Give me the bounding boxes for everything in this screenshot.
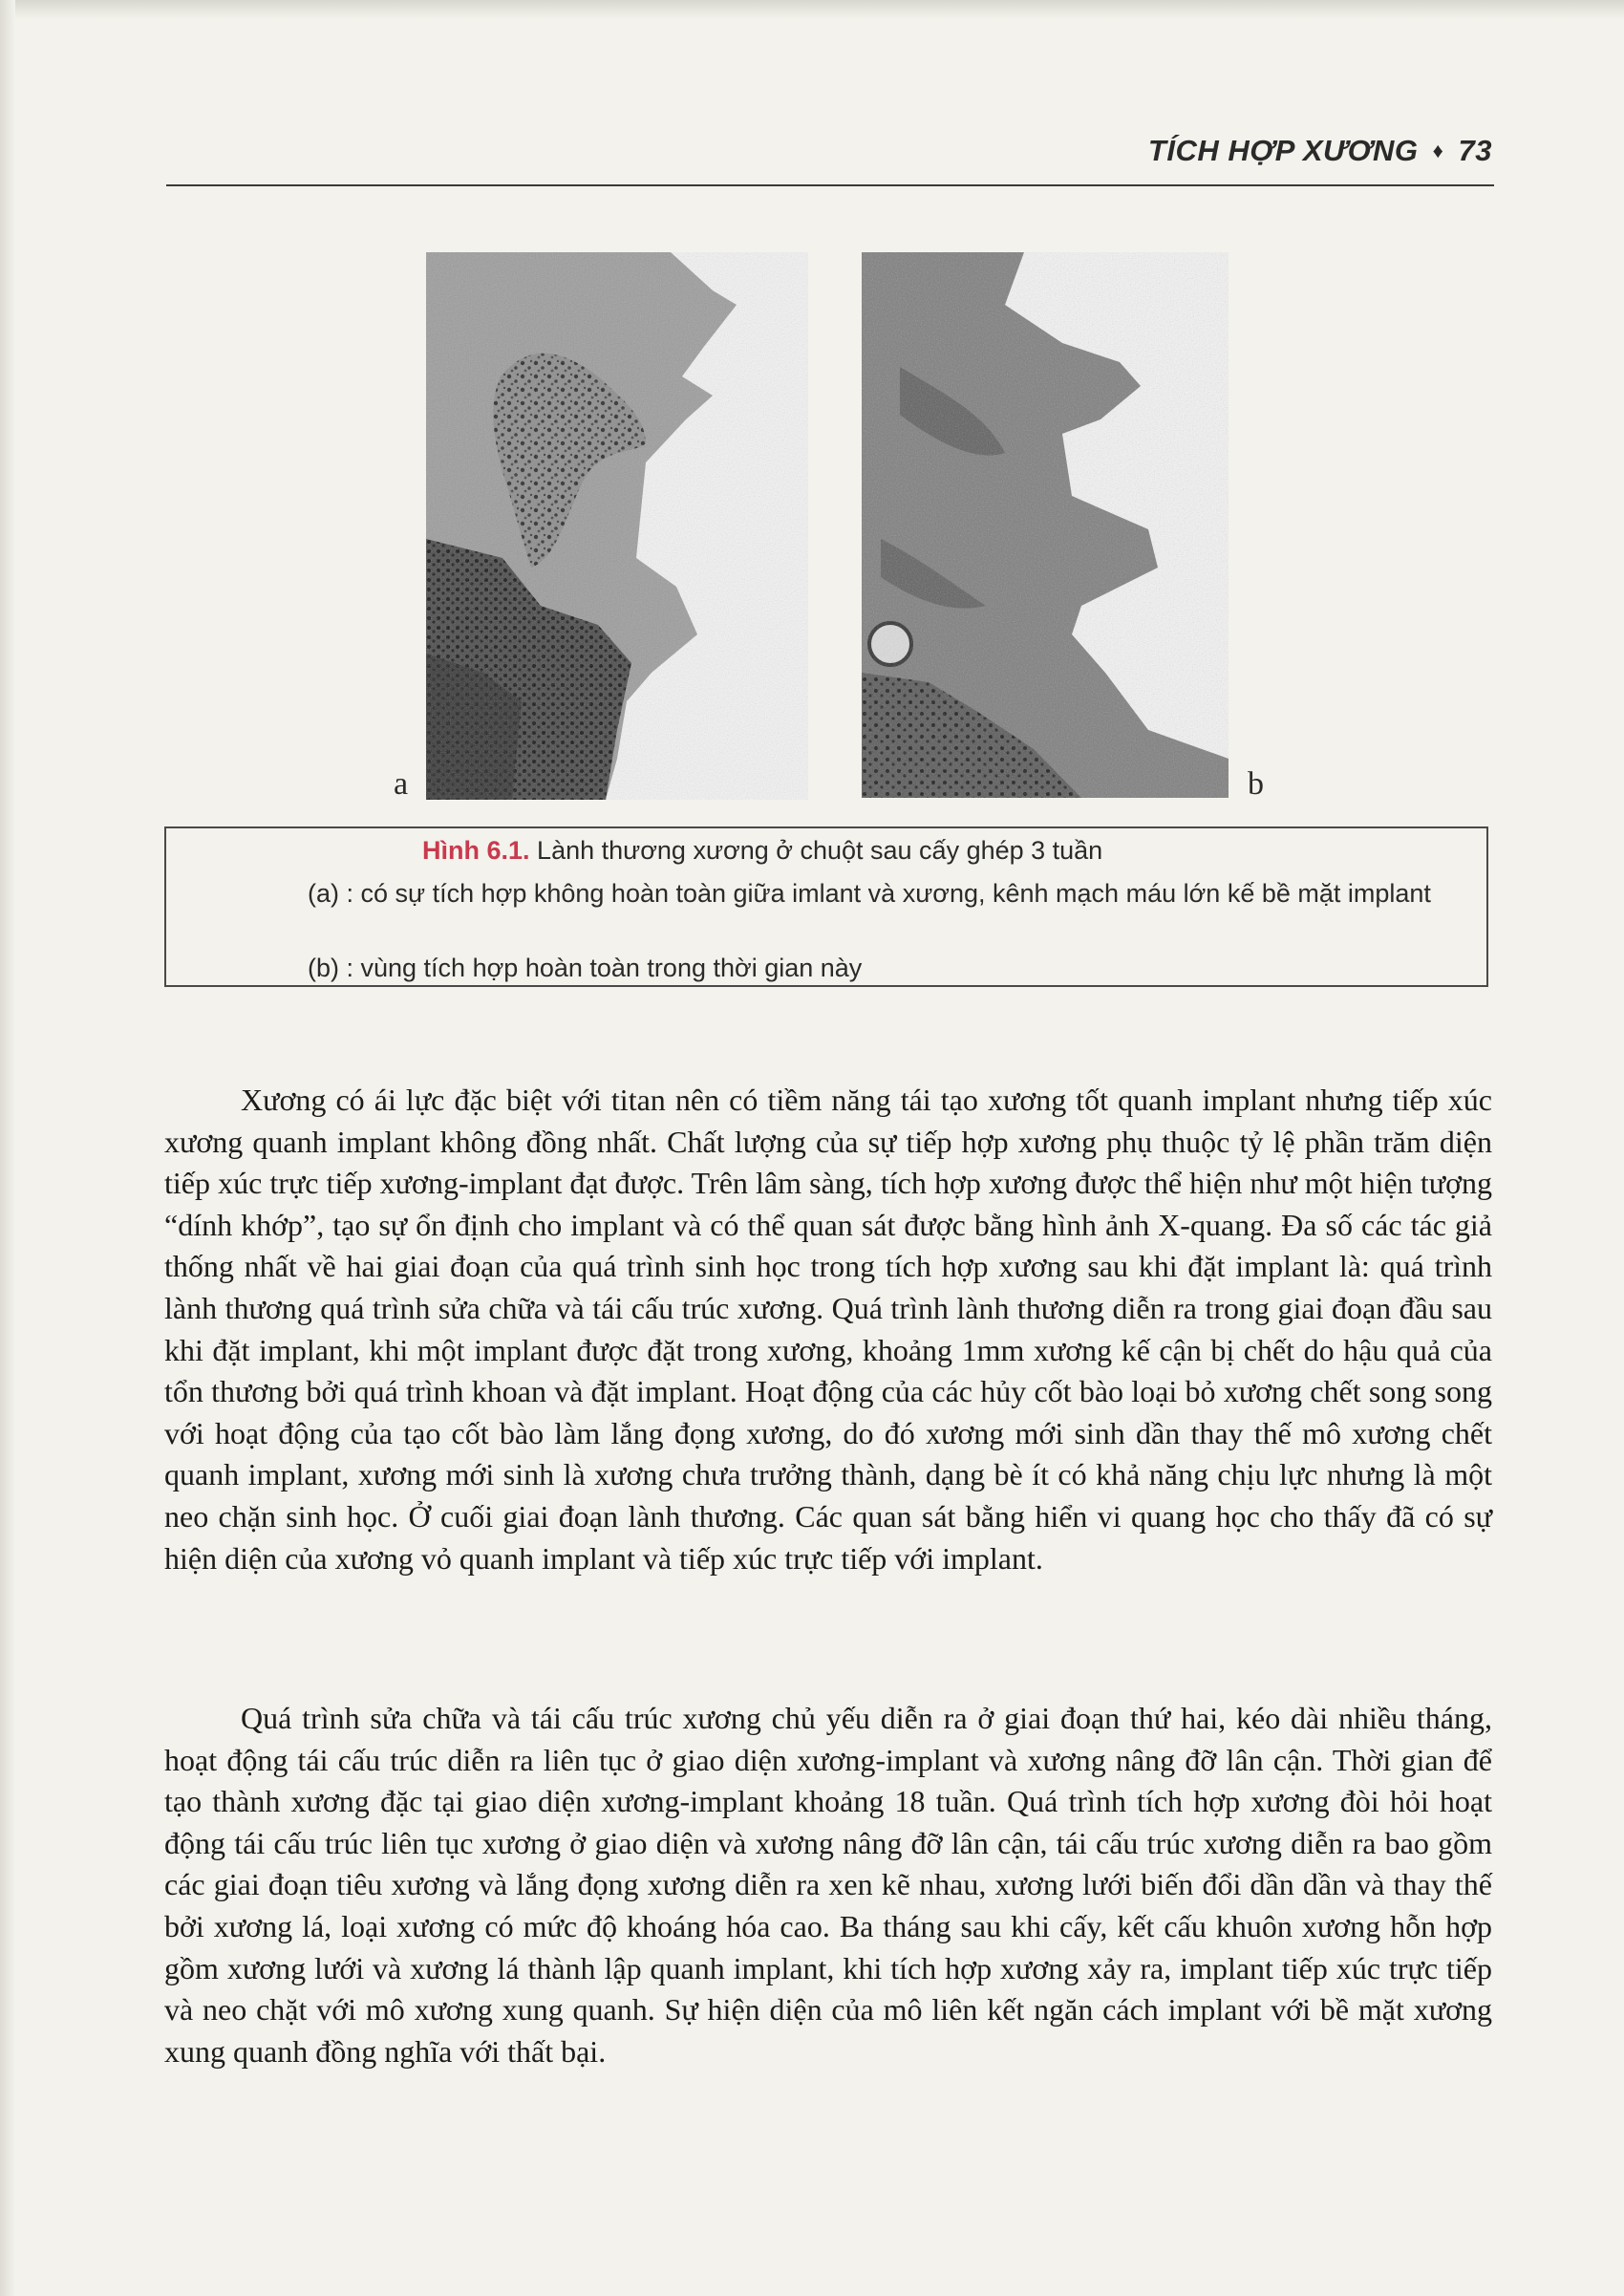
panel-label-b: b (1248, 766, 1264, 802)
figure-caption (164, 826, 1488, 987)
caption-item-b: (b) : vùng tích hợp hoàn toàn trong thời gian này (308, 954, 863, 982)
page-number: 73 (1458, 134, 1492, 167)
panel-label-a: a (394, 766, 409, 802)
diamond-separator-icon: ♦ (1432, 139, 1444, 162)
header-rule (166, 184, 1494, 186)
caption-item-a: (a) : có sự tích hợp không hoàn toàn giữa imlant và xương, kênh mạch máu lớn kế bề mặt implant (308, 879, 1431, 908)
paragraph-2: Quá trình sửa chữa và tái cấu trúc xương chủ yếu diễn ra ở giai đoạn thứ hai, kéo dài nhiều tháng, hoạt động tái cấu trúc diễn ra liên tục ở giao diện xương-implant và xương nâng đỡ lân cận. Thời gian để tạo thành xương đặc tại giao diện xương-implant khoảng 18 tuần. Quá trình tích hợp xương đòi hỏi hoạt động tái cấu trúc liên tục xương ở giao diện và xương nâng đỡ lân cận, tái cấu trúc xương diễn ra bao gồm các giai đoạn tiêu xương và lắng đọng xương diễn ra xen kẽ nhau, xương lưới biến đổi dần dần và thay thế bởi xương lá, loại xương có mức độ khoáng hóa cao. Ba tháng sau khi cấy, kết cấu khuôn xương hỗn hợp gồm xương lưới và xương lá thành lập quanh implant, khi tích hợp xương xảy ra, implant tiếp xúc trực tiếp và neo chặt với mô xương xung quanh. Sự hiện diện của mô liên kết ngăn cách implant với bề mặt xương xung quanh đồng nghĩa với thất bại. (164, 1701, 1492, 2069)
figure-label: Hình 6.1. (422, 836, 530, 865)
micrograph-a (426, 252, 808, 800)
micrograph-b (862, 252, 1229, 798)
chapter-title: TÍCH HỢP XƯƠNG (1147, 134, 1419, 167)
caption-title: Lành thương xương ở chuột sau cấy ghép 3 tuần (537, 836, 1103, 865)
running-header (1148, 134, 1492, 168)
scan-top-edge (0, 0, 1624, 19)
scan-left-edge (0, 0, 15, 2296)
caption-title-line (422, 836, 1102, 866)
paragraph-1: Xương có ái lực đặc biệt với titan nên có tiềm năng tái tạo xương tốt quanh implant nhưng tiếp xúc xương quanh implant không đồng nhất. Chất lượng của sự tiếp hợp xương phụ thuộc tỷ lệ phần trăm diện tiếp xúc trực tiếp xương-implant đạt được. Trên lâm sàng, tích hợp xương được thể hiện như một hiện tượng “dính khớp”, tạo sự ổn định cho implant và có thể quan sát được bằng hình ảnh X-quang. Đa số các tác giả thống nhất về hai giai đoạn của quá trình sinh học trong tích hợp xương sau khi đặt implant là: quá trình lành thương quá trình sửa chữa và tái cấu trúc xương. Quá trình lành thương diễn ra trong giai đoạn đầu sau khi đặt implant, khi một implant được đặt trong xương, khoảng 1mm xương kế cận bị chết do hậu quả của tổn thương bởi quá trình khoan và đặt implant. Hoạt động của các hủy cốt bào loại bỏ xương chết song song với hoạt động của tạo cốt bào làm lắng đọng xương, do đó xương mới sinh dần thay thế mô xương chết quanh implant, xương mới sinh là xương chưa trưởng thành, dạng bè ít có khả năng chịu lực nhưng là một neo chặn sinh học. Ở cuối giai đoạn lành thương. Các quan sát bằng hiển vi quang học cho thấy đã có sự hiện diện của xương vỏ quanh implant và tiếp xúc trực tiếp với implant. (164, 1083, 1492, 1576)
